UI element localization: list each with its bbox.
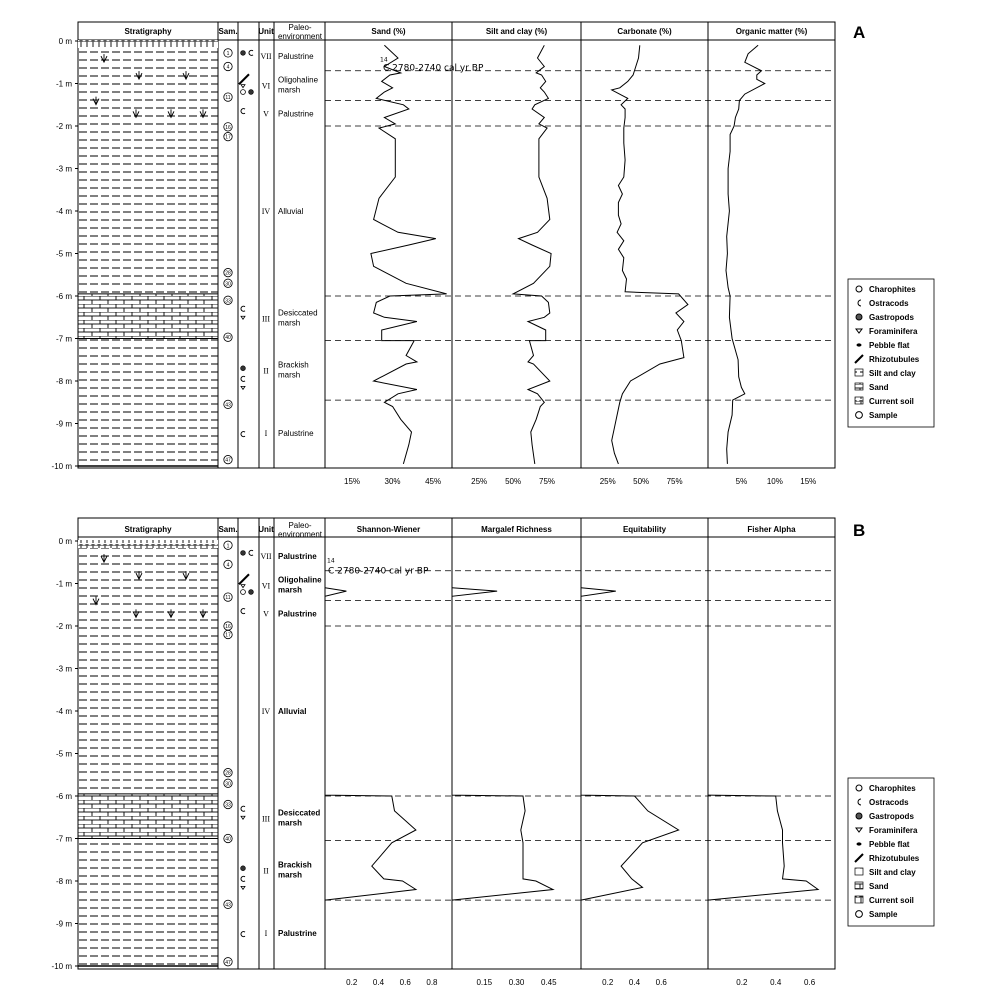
depth-label: -7 m	[56, 334, 72, 344]
sample-number: 16	[225, 624, 231, 630]
x-tick-label: 0.4	[628, 978, 641, 987]
x-tick-label: 15%	[800, 477, 817, 486]
gastropod-icon	[241, 366, 246, 371]
legend-label: Foraminifera	[869, 327, 918, 336]
unit-label: V	[263, 609, 269, 619]
legend-label: Sand	[869, 383, 889, 392]
silt-clay-icon	[855, 369, 863, 376]
depth-label: -3 m	[56, 164, 72, 174]
unit-label: VII	[260, 551, 272, 561]
legend-label: Rhizotubules	[869, 854, 920, 863]
sample-number: 1	[226, 50, 230, 57]
radiocarbon-date: C 2780-2740 cal yr BP	[383, 63, 484, 74]
legend-label: Sample	[869, 910, 898, 919]
charophite-icon	[856, 785, 862, 791]
legend-label: Sample	[869, 411, 898, 420]
sample-number: 30	[225, 281, 231, 288]
rhizotubule-icon	[239, 574, 249, 584]
paleo-header	[278, 23, 323, 41]
series-line	[452, 588, 553, 900]
current-soil-icon	[855, 397, 863, 404]
paleo-header-line: Paleo-	[288, 521, 312, 530]
paleo-label: Alluvial	[278, 707, 307, 716]
foraminifera-icon	[241, 386, 245, 389]
foraminifera-icon	[241, 85, 245, 88]
paleo-label	[278, 576, 322, 595]
x-tick-label: 0.4	[372, 978, 385, 987]
panel-label: A	[853, 23, 866, 42]
paleo-label-line: Oligohaline	[278, 75, 319, 85]
legend-label: Rhizotubules	[869, 355, 920, 364]
paleo-label-line: Oligohaline	[278, 575, 322, 585]
x-tick-label: 0.15	[476, 978, 493, 987]
unit-label: I	[264, 929, 268, 939]
paleo-label-line: Desiccated	[278, 308, 318, 318]
x-tick-label: 0.45	[540, 978, 557, 987]
sample-number: 4	[226, 64, 230, 71]
legend-label: Current soil	[869, 896, 914, 905]
paleo-label	[278, 76, 319, 95]
ostracod-icon	[241, 109, 245, 114]
gastropod-icon	[249, 90, 254, 95]
sample-number: 47	[225, 457, 231, 464]
legend-label: Gastropods	[869, 313, 914, 322]
depth-label: 0 m	[58, 37, 72, 46]
x-tick-label: 25%	[599, 477, 616, 486]
sample-number: 28	[225, 270, 231, 277]
sample-number: 47	[225, 959, 231, 966]
sample-number: 30	[225, 781, 231, 788]
x-tick-label: 0.6	[655, 978, 667, 987]
sand-icon	[855, 383, 863, 390]
legend-label: Pebble flat	[869, 341, 910, 350]
unit-label: IV	[261, 707, 271, 716]
silt-clay-layer-lower	[78, 339, 218, 467]
paleo-label	[278, 808, 320, 827]
paleo-header	[278, 521, 323, 539]
foraminifera-icon	[241, 886, 245, 889]
sample-number: 11	[225, 95, 231, 102]
depth-label: -2 m	[56, 122, 72, 131]
legend-label: Current soil	[869, 397, 914, 406]
series-title: Fisher Alpha	[747, 525, 796, 534]
x-tick-label: 0.30	[508, 978, 525, 987]
radiocarbon-date: C 2780-2740 cal yr BP	[328, 566, 429, 577]
x-tick-label: 75%	[666, 477, 683, 486]
paleo-header-line: environment	[277, 530, 323, 539]
charophite-icon	[241, 590, 246, 595]
ostracod-icon	[241, 806, 245, 811]
foraminifera-icon	[241, 585, 245, 588]
series-title: Organic matter (%)	[735, 27, 808, 36]
silt-clay-icon	[855, 868, 863, 875]
x-tick-label: 0.2	[736, 978, 748, 987]
legend-a	[848, 279, 934, 427]
legend-label: Silt and clay	[869, 369, 916, 378]
paleo-label-line: marsh	[278, 870, 303, 880]
paleo-label: Palustrine	[278, 551, 317, 561]
series-line	[612, 45, 688, 464]
date-superscript: 14	[380, 56, 388, 64]
series-title: Margalef Richness	[481, 525, 552, 534]
paleo-label	[278, 360, 309, 379]
current-soil-layer	[78, 540, 218, 548]
sample-number: 4	[226, 562, 230, 569]
x-tick-label: 10%	[766, 477, 783, 486]
sample-number: 17	[225, 632, 231, 639]
series-title: Equitability	[622, 525, 667, 534]
legend-label: Gastropods	[869, 812, 914, 821]
silt-clay-layer-upper	[78, 48, 218, 294]
depth-label: -9 m	[56, 919, 72, 929]
panel-b	[52, 518, 866, 987]
sample-number: 33	[225, 802, 231, 809]
ostracod-icon	[241, 376, 245, 381]
paleo-label-line: marsh	[278, 85, 301, 95]
sample-number: 40	[225, 836, 231, 843]
sample-icon	[856, 911, 863, 918]
sand-layer	[78, 294, 218, 339]
depth-label: -9 m	[56, 419, 72, 429]
depth-label: -4 m	[56, 207, 72, 216]
pebble-icon	[857, 842, 862, 845]
unit-label: IV	[261, 207, 271, 216]
ostracod-icon	[249, 50, 253, 55]
paleo-label	[278, 860, 312, 879]
paleo-label-line: marsh	[278, 318, 301, 328]
legend-label: Charophites	[869, 285, 916, 294]
x-tick-label: 75%	[539, 477, 556, 486]
paleo-label: Palustrine	[278, 609, 317, 619]
x-tick-label: 5%	[735, 477, 748, 486]
unit-label: V	[263, 109, 269, 119]
x-tick-label: 0.2	[346, 978, 358, 987]
silt-clay-layer-upper	[78, 548, 218, 794]
paleo-label: Alluvial	[278, 207, 304, 216]
legend-b	[848, 778, 934, 926]
charophite-icon	[241, 90, 246, 95]
ostracod-icon	[241, 609, 245, 614]
depth-label: -1 m	[56, 79, 72, 89]
ostracod-icon	[241, 932, 245, 937]
sample-number: 1	[226, 543, 230, 550]
samples-header: Sam.	[218, 525, 238, 534]
gastropod-icon	[241, 866, 246, 871]
ostracod-icon	[249, 550, 253, 555]
unit-label: III	[262, 814, 270, 824]
x-tick-label: 0.4	[770, 978, 782, 987]
series-line	[371, 45, 447, 464]
paleo-header-line: Paleo-	[288, 23, 312, 32]
pebble-icon	[857, 343, 862, 346]
silt-clay-layer-lower	[78, 839, 218, 967]
series-title: Sand (%)	[371, 27, 406, 36]
unit-label: VII	[260, 51, 272, 61]
x-tick-label: 0.6	[399, 978, 411, 987]
rhizotubule-icon	[239, 74, 249, 84]
current-soil-layer	[78, 40, 218, 48]
depth-label: -1 m	[56, 579, 72, 589]
depth-label: -6 m	[56, 792, 72, 801]
depth-label: -10 m	[51, 462, 72, 471]
x-tick-label: 45%	[425, 477, 442, 486]
charophite-icon	[856, 286, 862, 292]
unit-label: II	[263, 366, 269, 376]
depth-label: -10 m	[51, 962, 72, 971]
units-header: Unit	[258, 525, 274, 534]
sand-layer	[78, 794, 218, 839]
legend-label: Sand	[869, 882, 889, 891]
panel-a	[52, 22, 866, 486]
unit-label: III	[262, 314, 270, 324]
sample-number: 11	[225, 595, 231, 602]
ostracod-icon	[241, 432, 245, 437]
paleo-label: Palustrine	[278, 109, 314, 119]
depth-label: -3 m	[56, 664, 72, 674]
panel-label: B	[853, 521, 866, 540]
paleo-label-line: marsh	[278, 818, 303, 828]
legend-label: Foraminifera	[869, 826, 918, 835]
depth-label: -8 m	[56, 877, 72, 886]
legend-label: Silt and clay	[869, 868, 916, 877]
gastropod-icon	[856, 813, 862, 819]
unit-label: II	[263, 866, 269, 876]
paleo-label-line: marsh	[278, 585, 303, 595]
series-line	[325, 588, 416, 900]
ostracod-icon	[241, 876, 245, 881]
paleo-label-line: Brackish	[278, 360, 309, 370]
unit-label: I	[264, 429, 268, 439]
sample-number: 33	[225, 298, 231, 305]
gastropod-icon	[249, 590, 254, 595]
paleo-label-line: Brackish	[278, 860, 312, 870]
series-title: Carbonate (%)	[617, 27, 672, 36]
x-tick-label: 0.6	[804, 978, 816, 987]
sample-number: 17	[225, 134, 231, 141]
gastropod-icon	[856, 314, 862, 320]
x-tick-label: 15%	[344, 477, 361, 486]
x-tick-label: 30%	[384, 477, 401, 486]
samples-header: Sam.	[218, 27, 238, 36]
paleo-label: Palustrine	[278, 51, 314, 61]
sample-number: 40	[225, 335, 231, 342]
legend-label: Ostracods	[869, 299, 909, 308]
series-title: Silt and clay (%)	[485, 27, 548, 36]
paleo-label: Palustrine	[278, 429, 314, 439]
series-line	[726, 45, 765, 464]
sample-number: 43	[225, 402, 231, 409]
paleo-label	[278, 308, 318, 327]
depth-label: -6 m	[56, 292, 72, 301]
stratigraphy-header: Stratigraphy	[124, 525, 172, 534]
gastropod-icon	[241, 51, 246, 56]
ostracod-icon	[241, 306, 245, 311]
sample-number: 43	[225, 902, 231, 909]
sample-number: 28	[225, 770, 231, 777]
sample-icon	[856, 412, 863, 419]
depth-label: -8 m	[56, 377, 72, 386]
date-superscript: 14	[327, 557, 335, 565]
foraminifera-icon	[241, 816, 245, 819]
unit-label: VI	[261, 81, 271, 91]
legend-label: Charophites	[869, 784, 916, 793]
gastropod-icon	[241, 551, 246, 556]
x-tick-label: 0.8	[426, 978, 438, 987]
depth-label: -5 m	[56, 749, 72, 759]
units-header: Unit	[258, 27, 274, 36]
x-tick-label: 50%	[505, 477, 522, 486]
depth-label: -7 m	[56, 834, 72, 844]
depth-label: -2 m	[56, 622, 72, 631]
depth-label: -5 m	[56, 249, 72, 259]
foraminifera-icon	[241, 316, 245, 319]
depth-label: -4 m	[56, 707, 72, 716]
series-line	[581, 588, 679, 900]
x-tick-label: 0.2	[602, 978, 614, 987]
current-soil-icon	[855, 896, 863, 903]
unit-label: VI	[261, 581, 271, 591]
paleo-header-line: environment	[277, 32, 323, 41]
x-tick-label: 50%	[633, 477, 650, 486]
legend-label: Ostracods	[869, 798, 909, 807]
paleo-label-line: Desiccated	[278, 808, 321, 818]
depth-label: 0 m	[58, 537, 72, 546]
paleo-label: Palustrine	[278, 929, 317, 939]
paleo-label-line: marsh	[278, 370, 301, 380]
series-line	[513, 45, 551, 464]
sand-icon	[855, 882, 863, 889]
series-line	[708, 795, 818, 900]
stratigraphy-header: Stratigraphy	[124, 27, 172, 36]
x-tick-label: 25%	[471, 477, 488, 486]
legend-label: Pebble flat	[869, 840, 910, 849]
sample-number: 16	[225, 124, 231, 131]
series-title: Shannon-Wiener	[356, 525, 421, 534]
